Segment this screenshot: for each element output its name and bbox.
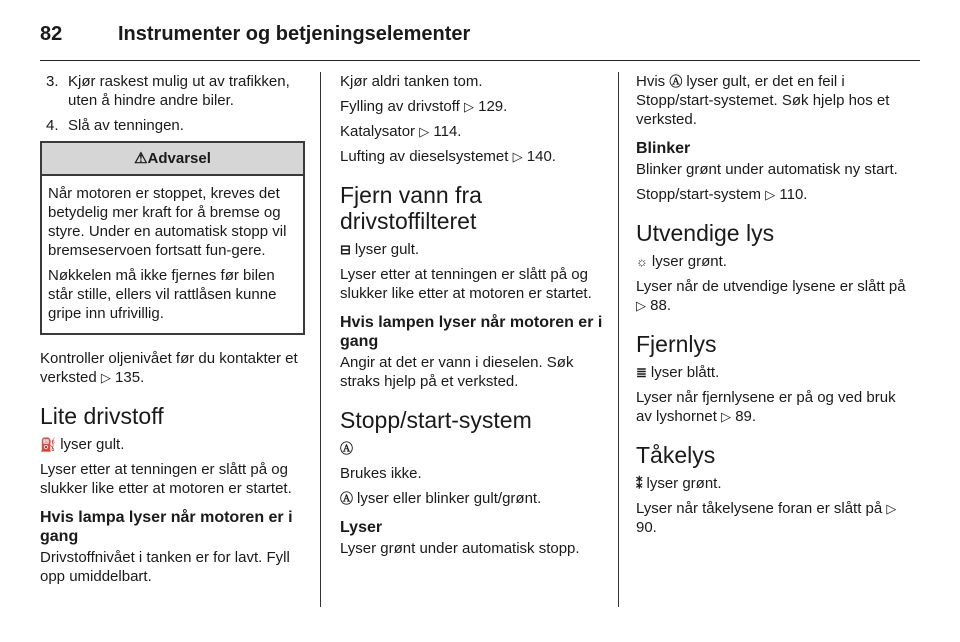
high-beam-icon: ≣ bbox=[636, 365, 647, 380]
paragraph: ≣ lyser blått. bbox=[636, 364, 720, 381]
reference-arrow-icon: ▷ bbox=[765, 187, 776, 202]
water-filter-icon: ⊟ bbox=[340, 242, 351, 257]
list-item: 4. Slå av tenningen. bbox=[46, 117, 184, 134]
paragraph: Lufting av dieselsystemet ▷ 140. bbox=[340, 148, 556, 165]
column-2 bbox=[340, 72, 605, 564]
exterior-light-icon: ☼ bbox=[636, 254, 648, 269]
paragraph: Kjør aldri tanken tom. bbox=[340, 73, 483, 90]
section-heading: Tåkelys bbox=[636, 442, 716, 468]
subheading: Lyser bbox=[340, 519, 383, 536]
column-divider bbox=[618, 72, 619, 607]
reference-arrow-icon: ▷ bbox=[721, 409, 732, 424]
paragraph: Drivstoffnivået i tanken er for lavt. Fyll opp umiddelbart. bbox=[40, 549, 290, 585]
paragraph: Stopp/start-system ▷ 110. bbox=[636, 186, 808, 203]
paragraph: Katalysator ▷ 114. bbox=[340, 123, 462, 140]
paragraph: Blinker grønt under automatisk ny start. bbox=[636, 161, 898, 178]
paragraph: Lyser når fjernlysene er på og ved bruk av lyshornet ▷ 89. bbox=[636, 389, 896, 425]
stop-start-icon: Ⓐ bbox=[340, 491, 354, 506]
section-heading: Lite drivstoff bbox=[40, 403, 164, 429]
stop-start-icon: Ⓐ bbox=[669, 74, 683, 89]
column-3 bbox=[636, 72, 906, 543]
paragraph: Lyser etter at tenningen er slått på og slukker like etter at motoren er startet. bbox=[40, 461, 292, 497]
reference-arrow-icon: ▷ bbox=[512, 149, 523, 164]
warning-text: Nøkkelen må ikke fjernes før bilen står stille, ellers vil rattlåsen kunne gripe inn ufrivillig. bbox=[48, 267, 277, 322]
reference-arrow-icon: ▷ bbox=[419, 124, 430, 139]
list-item: 3. Kjør raskest mulig ut av trafikken, uten å hindre andre biler. bbox=[46, 73, 290, 109]
warning-body bbox=[42, 176, 303, 333]
warning-header: ⚠Advarsel bbox=[42, 143, 303, 176]
subheading: Hvis lampen lyser når motoren er i gang bbox=[340, 314, 603, 350]
reference-arrow-icon: ▷ bbox=[463, 99, 474, 114]
subheading: Blinker bbox=[636, 140, 691, 157]
column-divider bbox=[320, 72, 321, 607]
section-heading: Utvendige lys bbox=[636, 220, 775, 246]
stop-start-icon: Ⓐ bbox=[340, 441, 354, 456]
paragraph: Lyser når tåkelysene foran er slått på ▷ 90. bbox=[636, 500, 897, 536]
paragraph: Lyser etter at tenningen er slått på og slukker like etter at motoren er startet. bbox=[340, 266, 592, 302]
paragraph: Lyser grønt under automatisk stopp. bbox=[340, 540, 580, 557]
step-list bbox=[40, 72, 305, 135]
reference-arrow-icon: ▷ bbox=[886, 501, 897, 516]
page-number: 82 bbox=[40, 22, 63, 45]
section-heading: Stopp/start-system bbox=[340, 407, 532, 433]
page-header bbox=[40, 14, 920, 54]
paragraph: Brukes ikke. bbox=[340, 465, 422, 482]
paragraph: Angir at det er vann i dieselen. Søk straks hjelp på et verksted. bbox=[340, 354, 574, 390]
paragraph: ⊟ lyser gult. bbox=[340, 241, 420, 258]
warning-triangle-icon: ⚠ bbox=[134, 150, 148, 167]
paragraph: Lyser når de utvendige lysene er slått på ▷ 88. bbox=[636, 278, 906, 314]
paragraph: Fylling av drivstoff ▷ 129. bbox=[340, 98, 508, 115]
subheading: Hvis lampa lyser når motoren er i gang bbox=[40, 509, 293, 545]
fuel-pump-icon: ⛽ bbox=[40, 437, 57, 452]
header-rule bbox=[40, 60, 920, 61]
paragraph: Kontroller oljenivået før du kontakter et verksted ▷ 135. bbox=[40, 350, 298, 386]
paragraph: ⛽ lyser gult. bbox=[40, 436, 125, 453]
paragraph: Ⓐ lyser eller blinker gult/grønt. bbox=[340, 490, 542, 507]
reference-arrow-icon: ▷ bbox=[100, 370, 111, 385]
reference-arrow-icon: ▷ bbox=[636, 298, 646, 313]
paragraph bbox=[340, 439, 605, 458]
paragraph: ☼ lyser grønt. bbox=[636, 253, 727, 270]
section-heading: Fjern vann fra drivstoffilteret bbox=[340, 182, 482, 234]
page-title: Instrumenter og betjeningselementer bbox=[118, 22, 471, 45]
column-1 bbox=[40, 72, 305, 592]
section-heading: Fjernlys bbox=[636, 331, 717, 357]
fog-light-icon: ⁑ bbox=[636, 476, 643, 491]
warning-box bbox=[40, 141, 305, 335]
paragraph: Hvis Ⓐ lyser gult, er det en feil i Stopp/start-systemet. Søk hjelp hos et verksted. bbox=[636, 73, 890, 128]
paragraph: ⁑ lyser grønt. bbox=[636, 475, 722, 492]
warning-text: Når motoren er stoppet, kreves det betydelig mer kraft for å bremse og styre. Under en automatisk stopp vil bremseservoen fortsatt fun-gere. bbox=[48, 185, 287, 259]
